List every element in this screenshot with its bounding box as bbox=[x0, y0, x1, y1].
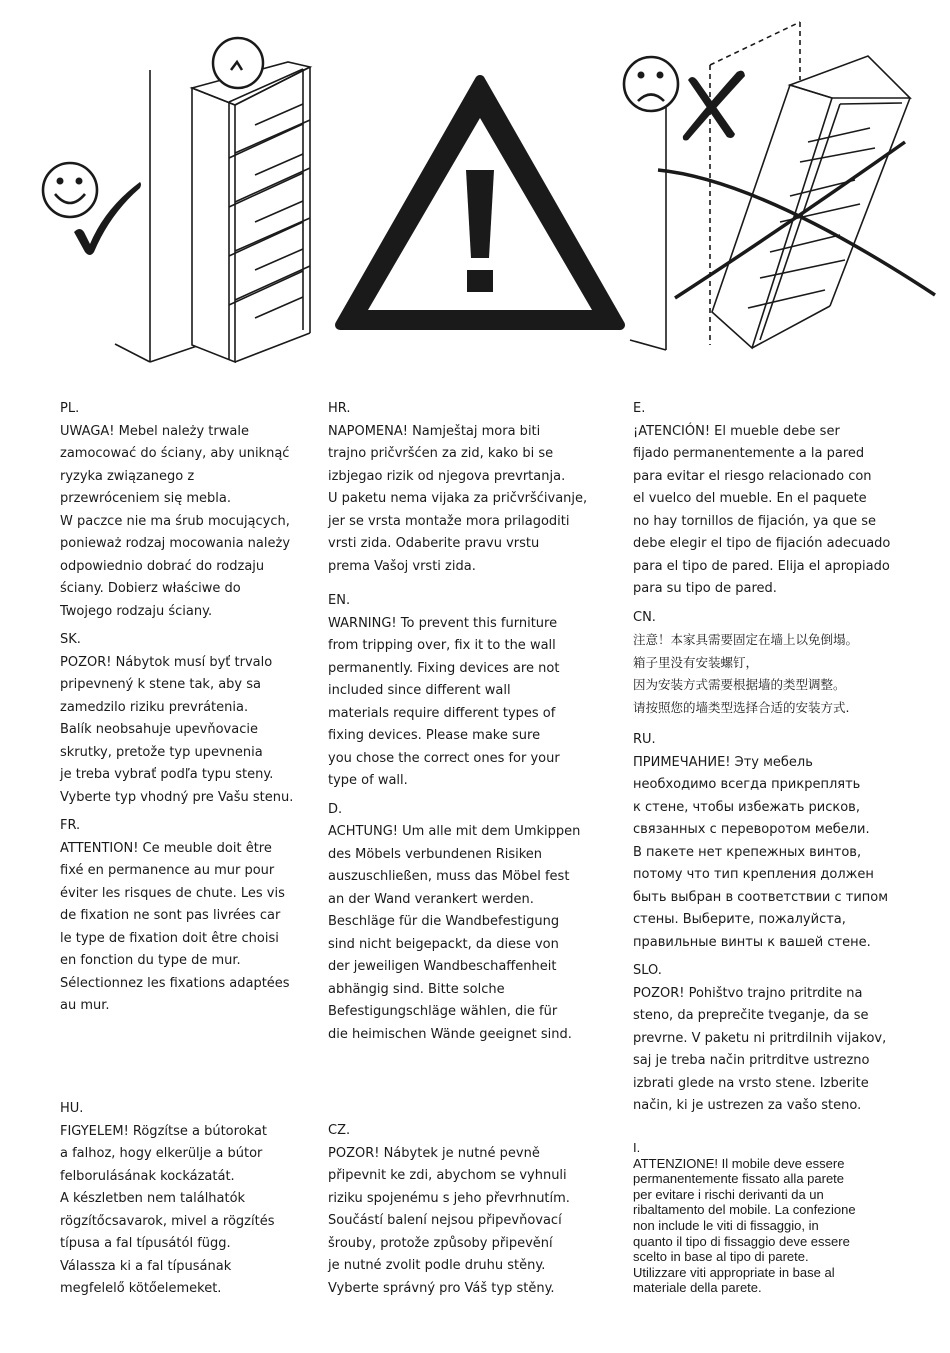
section-pl bbox=[60, 398, 310, 623]
clock-icon bbox=[213, 38, 263, 88]
warning-text: NAPOMENA! Namještaj mora biti trajno pričvršćen za zid, kako bi se izbjegao rizik od njegova prevrtanja. U paketu nema vijaka za pričvršćivanje, jer se vrsta montaže mora prilagoditi vrsti zida. Odaberite pravu vrstu prema Vašoj vrsti zida. bbox=[328, 423, 588, 574]
language-code: SLO. bbox=[633, 963, 662, 978]
sad-face-icon bbox=[624, 57, 678, 111]
language-code: SK. bbox=[60, 632, 81, 647]
language-code: CZ. bbox=[328, 1123, 351, 1138]
section-cn bbox=[633, 607, 913, 720]
section-hr bbox=[328, 398, 598, 578]
section-it bbox=[633, 1140, 923, 1296]
language-code: PL. bbox=[60, 401, 80, 416]
section-en bbox=[328, 590, 598, 793]
warning-text: FIGYELEM! Rögzítse a bútorokat a falhoz, hogy elkerülje a bútor felborulásának kockázatát. A készletben nem találhatók rögzítőcsavarok, mivel a rögzítés típusa a fal típusától függ. Válassza ki a fal típusának megfelelő kötőelemeket. bbox=[60, 1123, 275, 1296]
warning-text: POZOR! Nábytok musí byť trvalo pripevnený k stene tak, aby sa zamedzilo riziku prevrátenia. Balík neobsahuje upevňovacie skrutky, pretože typ upevnenia je treba vybrať podľa typu steny. Vyberte typ vhodný pre Vašu stenu. bbox=[60, 654, 294, 805]
x-mark-icon bbox=[683, 71, 745, 141]
illustration-panel bbox=[0, 0, 950, 380]
section-ru bbox=[633, 729, 913, 954]
warning-triangle-icon bbox=[340, 80, 620, 325]
section-es bbox=[633, 398, 913, 601]
warning-text: WARNING! To prevent this furniture from tripping over, fix it to the wall permanently. Fixing devices are not included since different wall materials require different types of fixing devices. Please make sure you chose the correct ones for your type of wall. bbox=[328, 615, 560, 788]
column-left bbox=[60, 398, 310, 1024]
language-code: FR. bbox=[60, 818, 81, 833]
warning-text: 注意！本家具需要固定在墙上以免倒塌。 箱子里没有安装螺钉， 因为安装方式需要根据墙的类型调整。 请按照您的墙类型选择合适的安装方式. bbox=[633, 632, 859, 715]
language-code: D. bbox=[328, 801, 343, 817]
smiley-face-icon bbox=[43, 163, 97, 217]
section-cz bbox=[328, 1120, 598, 1300]
language-code: RU. bbox=[633, 732, 656, 747]
warning-text: UWAGA! Mebel należy trwale zamocować do ściany, aby uniknąć ryzyka związanego z przewróceniem się mebla. W paczce nie ma śrub mocujących, ponieważ rodzaj mocowania należy odpowiednio dobrać do rodzaju ściany. Dobierz właściwe do Twojego rodzaju ściany. bbox=[60, 423, 291, 619]
language-code: HR. bbox=[328, 401, 351, 416]
warning-text: ATTENTION! Ce meuble doit être fixé en permanence au mur pour éviter les risques de chute. Les vis de fixation ne sont pas livrées car le type de fixation doit être choisi en fonction du type de mur. Sélectionnez les fixations adaptées au mur. bbox=[60, 840, 290, 1013]
warning-text: ПРИМЕЧАНИЕ! Эту мебель необходимо всегда прикреплять к стене, чтобы избежать рисков, связанных с переворотом мебели. В пакете нет крепежных винтов, потому что тип крепления должен быть выбран в соответствии с типом стены. Выберите, пожалуйста, правильные винты к вашей стене. bbox=[633, 754, 889, 950]
language-code: HU. bbox=[60, 1101, 84, 1116]
warning-text: ACHTUNG! Um alle mit dem Umkippen des Möbels verbundenen Risiken auszuschließen, muss das Möbel fest an der Wand verankert werden. Beschläge für die Wandbefestigung sind nicht beigepackt, da diese von der jeweiligen Wandbeschaffenheit abhängig sind. Bitte solche Befestigungschläge wählen, die für die heimischen Wände geeignet sind. bbox=[328, 824, 581, 1042]
column-middle bbox=[328, 398, 598, 1052]
column-right bbox=[633, 398, 913, 1124]
language-code: E. bbox=[633, 401, 646, 416]
language-code: I. bbox=[633, 1140, 641, 1155]
warning-text: ATTENZIONE! Il mobile deve essere permanentemente fissato alla parete per evitare i rischi derivanti da un ribaltamento del mobile. La confezione non include le viti di fissaggio, in quanto il tipo di fissaggio deve essere scelto in base al tipo di parete. Utilizzare viti appropriate in base al materiale della parete. bbox=[633, 1155, 856, 1296]
section-hu bbox=[60, 1098, 310, 1301]
section-de bbox=[328, 799, 598, 1047]
warning-text: POZOR! Pohištvo trajno pritrdite na steno, da preprečite tveganje, da se prevrne. V paketu ni pritrdilnih vijakov, saj je treba način pritrditve ustrezno izbrati glede na vrsto stene. Izberite način, ki je ustrezen za vašo steno. bbox=[633, 985, 887, 1113]
correct-installation-illustration bbox=[115, 62, 310, 362]
warning-text: ¡ATENCIÓN! El mueble debe ser fijado permanentemente a la pared para evitar el riesgo relacionado con el vuelco del mueble. En el paquete no hay tornillos de fijación, ya que se debe elegir el tipo de fijación adecuado para el tipo de pared. Elija el apropiado para su tipo de pared. bbox=[633, 423, 891, 596]
language-code: EN. bbox=[328, 593, 351, 608]
section-sk bbox=[60, 629, 310, 809]
warning-text: POZOR! Nábytek je nutné pevně připevnit ke zdi, abychom se vyhnuli riziku spojenému s jeho převrhnutím. Součástí balení nejsou připevňovací šrouby, protože způsoby připevění je nutné zvolit podle druhu stěny. Vyberte správný pro Váš typ stěny. bbox=[328, 1145, 570, 1296]
language-code: CN. bbox=[633, 609, 656, 625]
section-slo bbox=[633, 960, 913, 1118]
section-fr bbox=[60, 815, 310, 1018]
